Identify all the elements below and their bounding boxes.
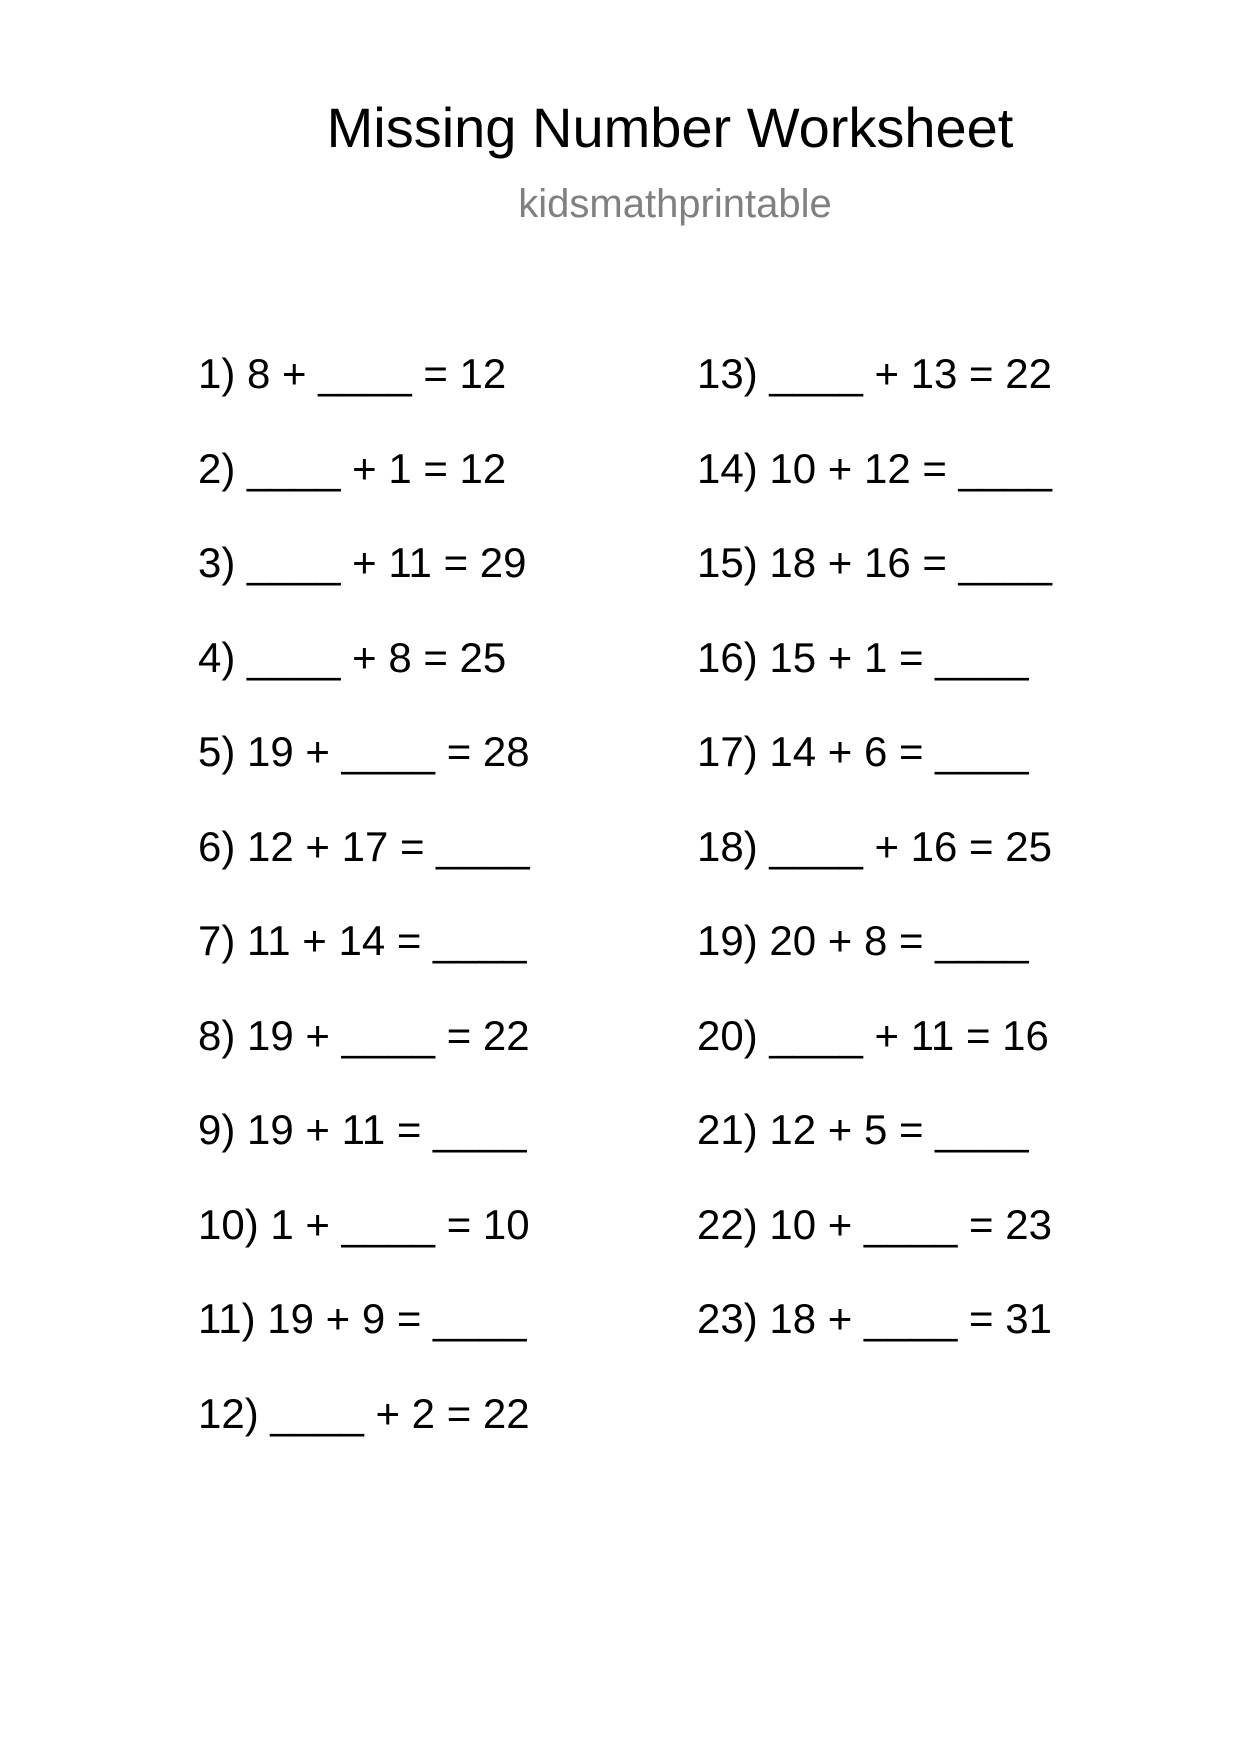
worksheet-subtitle: kidsmathprintable: [518, 182, 832, 226]
problem-12: 12) ____ + 2 = 22: [198, 1389, 530, 1437]
problem-7: 7) 11 + 14 = ____: [198, 917, 527, 964]
problem-13: 13) ____ + 13 = 22: [697, 350, 1052, 397]
problem-column-left: [198, 350, 530, 1484]
problem-17: 17) 14 + 6 = ____: [697, 728, 1029, 775]
problem-5: 5) 19 + ____ = 28: [198, 728, 530, 775]
problem-23: 23) 18 + ____ = 31: [697, 1295, 1052, 1342]
problem-3: 3) ____ + 11 = 29: [198, 539, 527, 586]
problem-20: 20) ____ + 11 = 16: [697, 1011, 1049, 1059]
problem-18: 18) ____ + 16 = 25: [697, 822, 1052, 870]
problem-11: 11) 19 + 9 = ____: [198, 1295, 527, 1342]
problem-8: 8) 19 + ____ = 22: [198, 1011, 530, 1059]
problem-4: 4) ____ + 8 = 25: [198, 633, 507, 681]
problem-22: 22) 10 + ____ = 23: [697, 1200, 1052, 1248]
problem-1: 1) 8 + ____ = 12: [198, 350, 507, 397]
problem-15: 15) 18 + 16 = ____: [697, 539, 1052, 586]
problem-2: 2) ____ + 1 = 12: [198, 444, 507, 492]
problem-14: 14) 10 + 12 = ____: [697, 444, 1052, 492]
worksheet-title: Missing Number Worksheet: [326, 96, 1014, 159]
problem-6: 6) 12 + 17 = ____: [198, 822, 530, 870]
problem-16: 16) 15 + 1 = ____: [697, 633, 1029, 681]
problem-column-right: [697, 350, 1052, 1390]
problem-9: 9) 19 + 11 = ____: [198, 1106, 527, 1153]
problem-19: 19) 20 + 8 = ____: [697, 917, 1029, 964]
problem-21: 21) 12 + 5 = ____: [697, 1106, 1029, 1153]
problem-10: 10) 1 + ____ = 10: [198, 1200, 530, 1248]
